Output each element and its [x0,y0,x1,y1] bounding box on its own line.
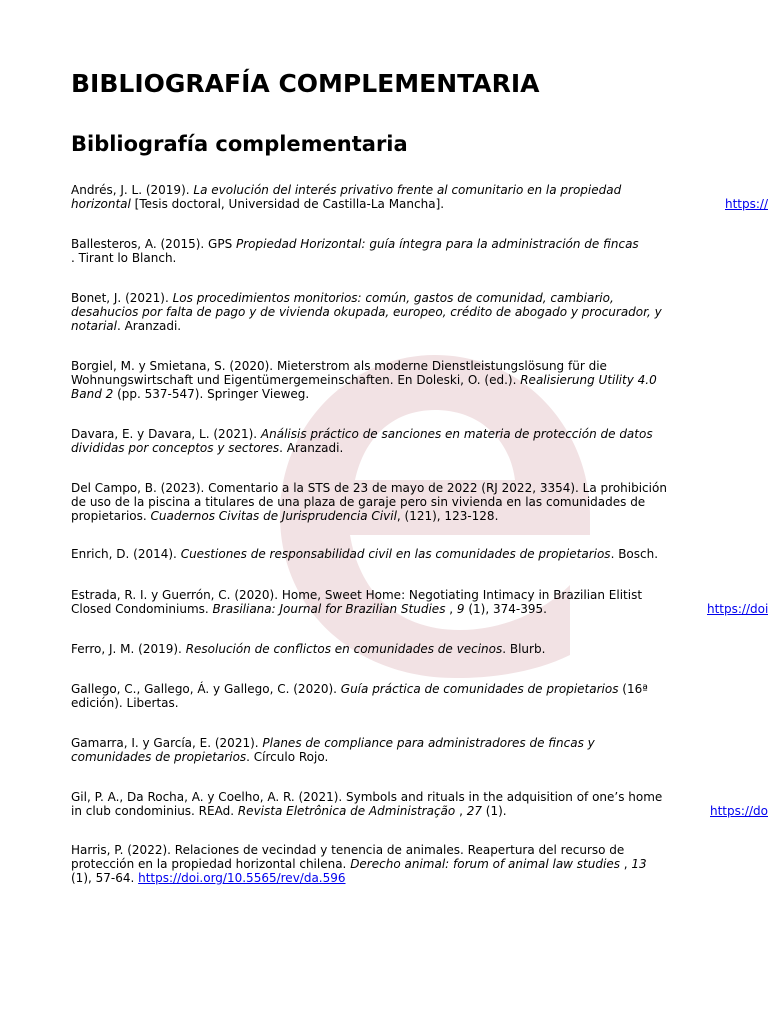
italic-title: Propiedad Horizontal: guía íntegra para la administración de fincas [236,237,639,251]
bibliography-entry-line: horizontal [Tesis doctoral, Universidad de Castilla-La Mancha]. [71,197,445,211]
bibliography-entry-line: divididas por conceptos y sectores. Aranzadi. [71,441,344,455]
bibliography-entry-line: Davara, E. y Davara, L. (2021). Análisis práctico de sanciones en materia de protección de datos [71,427,653,441]
italic-title: Band 2 [71,387,114,401]
italic-title: Revista Eletrônica de Administração [237,804,456,818]
italic-title: Análisis práctico de sanciones en materia de protección de datos [260,427,653,441]
italic-title: Planes de compliance para administradores de fincas y [262,736,595,750]
bibliography-entry-line: propietarios. Cuadernos Civitas de Jurisprudencia Civil, (121), 123-128. [71,509,499,523]
italic-title: horizontal [71,197,131,211]
italic-title: Brasiliana: Journal for Brazilian Studies [212,602,446,616]
bibliography-entry-line: Ballesteros, A. (2015). GPS Propiedad Horizontal: guía íntegra para la administración de fincas [71,237,639,251]
italic-title: divididas por conceptos y sectores [71,441,280,455]
italic-title: Derecho animal: forum of animal law studies [350,857,620,871]
italic-title: 27 [466,804,482,818]
italic-title: Guía práctica de comunidades de propietarios [340,682,619,696]
italic-title: Resolución de conflictos en comunidades de vecinos [185,642,503,656]
bibliography-entry-line: Ferro, J. M. (2019). Resolución de conflictos en comunidades de vecinos. Blurb. [71,642,546,656]
bibliography-entry-line: Gallego, C., Gallego, Á. y Gallego, C. (2020). Guía práctica de comunidades de propietarios (16ª [71,682,648,696]
bibliography-entry-line: Estrada, R. I. y Guerrón, C. (2020). Home, Sweet Home: Negotiating Intimacy in Brazilian Elitist [71,588,643,602]
italic-title: desahucios por falta de pago y de vivienda okupada, europeo, crédito de abogado y procurador, y [71,305,662,319]
doi-link[interactable]: https://doi.org/10.5565/rev/da.596 [138,871,346,885]
bibliography-entry-line: comunidades de propietarios. Círculo Rojo. [71,750,329,764]
italic-title: Los procedimientos monitorios: común, gastos de comunidad, cambiario, [172,291,614,305]
italic-title: notarial [71,319,117,333]
bibliography-entry-line: Andrés, J. L. (2019). La evolución del interés privativo frente al comunitario en la propiedad [71,183,622,197]
section-heading: Bibliografía complementaria [71,132,408,156]
doi-link[interactable]: https://do [710,804,768,818]
italic-title: 9 [456,602,465,616]
bibliography-entry-line: . Tirant lo Blanch. [71,251,177,265]
bibliography-entry-line: (1), 57-64. https://doi.org/10.5565/rev/da.596 [71,871,346,885]
bibliography-entry-line: protección en la propiedad horizontal chilena. Derecho animal: forum of animal law studies , 13 [71,857,647,871]
bibliography-entry-line: Del Campo, B. (2023). Comentario a la STS de 23 de mayo de 2022 (RJ 2022, 3354). La prohibición [71,481,667,495]
italic-title: comunidades de propietarios [71,750,247,764]
bibliography-entry-line: in club condominius. REAd. Revista Eletrônica de Administração , 27 (1). [71,804,507,818]
doi-link[interactable]: https://doi [707,602,768,616]
bibliography-entry-line: de uso de la piscina a titulares de una plaza de garaje pero sin vivienda en las comunidades de [71,495,646,509]
bibliography-entry-line: Gil, P. A., Da Rocha, A. y Coelho, A. R. (2021). Symbols and rituals in the adquisition of one’s home [71,790,663,804]
bibliography-entry-line: Borgiel, M. y Smietana, S. (2020). Mieterstrom als moderne Dienstleistungslösung für die [71,359,607,373]
italic-title: 13 [631,857,647,871]
bibliography-entry-line: Wohnungswirtschaft und Eigentümergemeinschaften. En Doleski, O. (ed.). Realisierung Utility 4.0 [71,373,657,387]
bibliography-entry-line: Enrich, D. (2014). Cuestiones de responsabilidad civil en las comunidades de propietarios. Bosch. [71,547,659,561]
bibliography-entry-line [71,305,662,319]
italic-title: La evolución del interés privativo frente al comunitario en la propiedad [193,183,622,197]
bibliography-entry-line: Band 2 (pp. 537-547). Springer Vieweg. [71,387,310,401]
italic-title: Cuestiones de responsabilidad civil en las comunidades de propietarios [180,547,611,561]
bibliography-entry-line: Bonet, J. (2021). Los procedimientos monitorios: común, gastos de comunidad, cambiario, [71,291,614,305]
bibliography-entry-line: notarial. Aranzadi. [71,319,182,333]
document-title: BIBLIOGRAFÍA COMPLEMENTARIA [71,69,540,98]
bibliography-entry-line: edición). Libertas. [71,696,179,710]
bibliography-entry-line: Gamarra, I. y García, E. (2021). Planes de compliance para administradores de fincas y [71,736,595,750]
italic-title: Realisierung Utility 4.0 [520,373,657,387]
doi-link[interactable]: https:// [725,197,768,211]
bibliography-entry-line: Harris, P. (2022). Relaciones de vecindad y tenencia de animales. Reapertura del recurso de [71,843,625,857]
italic-title: Cuadernos Civitas de Jurisprudencia Civil [150,509,397,523]
bibliography-entry-line: Closed Condominiums. Brasiliana: Journal for Brazilian Studies , 9 (1), 374-395. [71,602,547,616]
